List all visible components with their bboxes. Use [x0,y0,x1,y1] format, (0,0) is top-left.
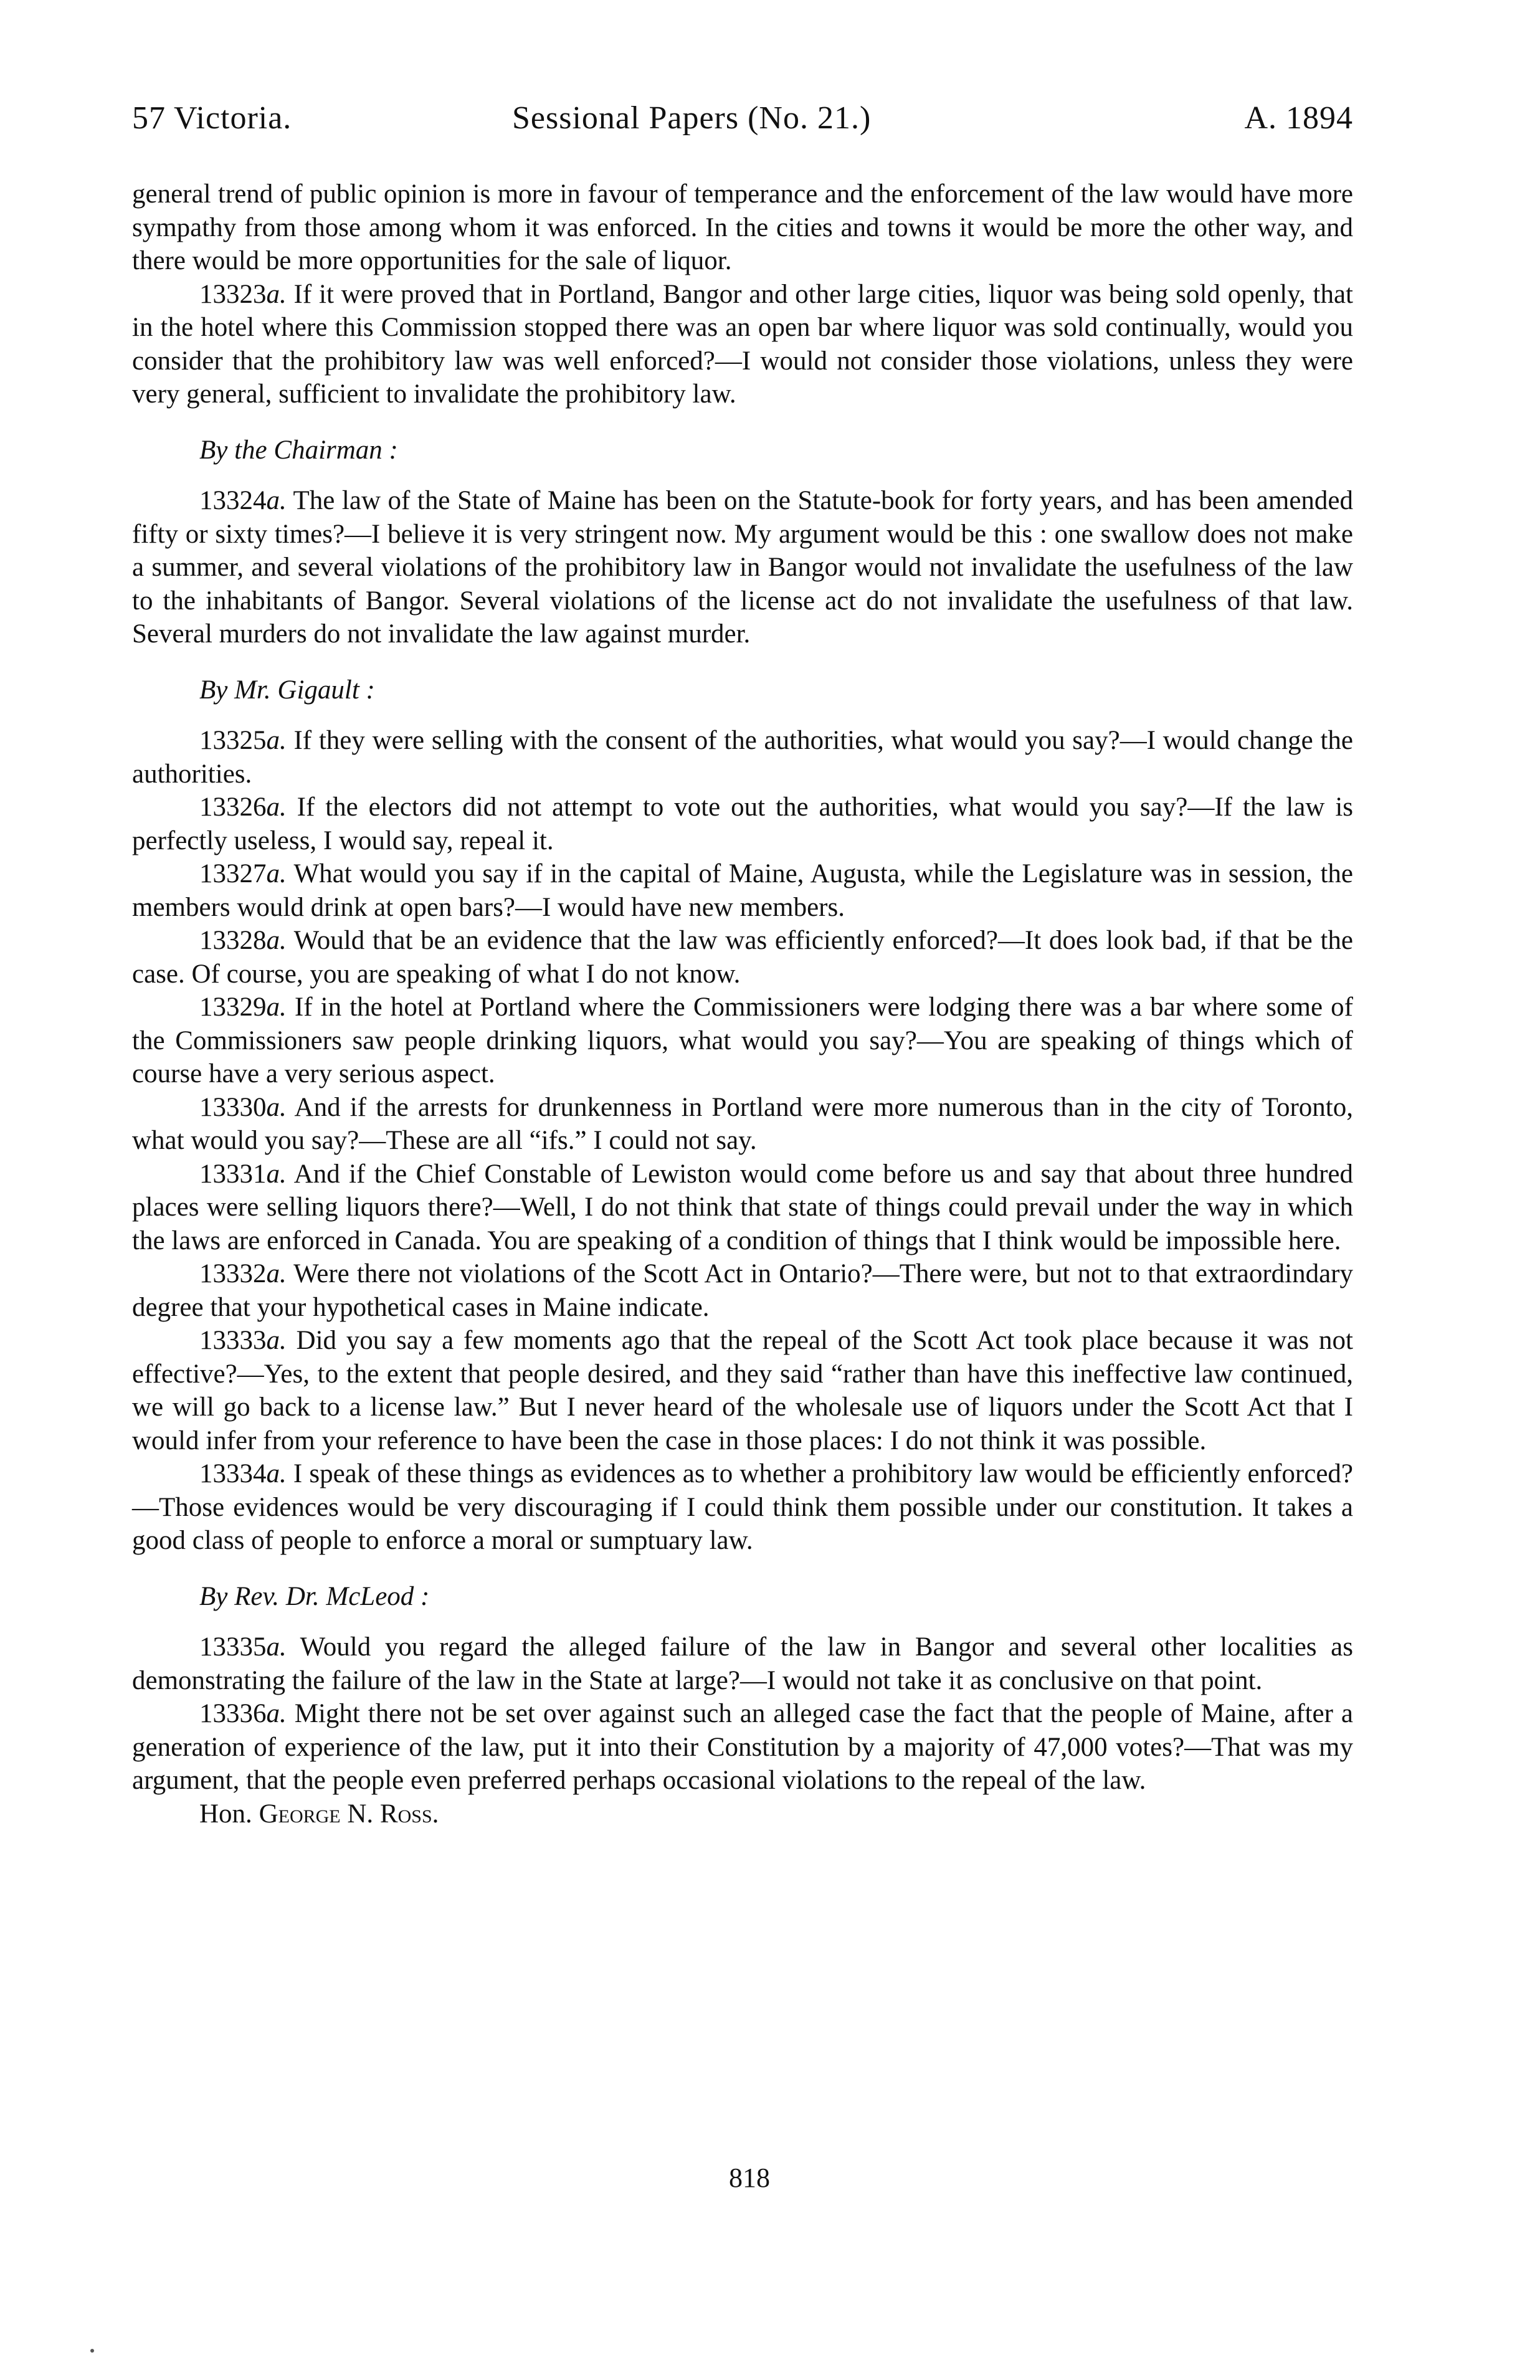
question-number: 13328a. [199,926,287,955]
scan-speck [90,2349,94,2353]
question-number: 13335a. [199,1632,287,1662]
page-number: 818 [729,2163,770,2193]
header-left: 57 Victoria. [132,100,292,136]
running-header [132,100,1353,150]
question-number: 13332a. [199,1259,287,1288]
question-number: 13323a. [199,279,287,309]
question-13336: 13336a. Might there not be set over against such an alleged case the fact that the people of Maine, after a generation of experience of the law, put it into their Constitution by a majority of 47,000 votes?—That was my argument, that the people even preferred perhaps occasional violations to the repeal of the law. [132,1699,1353,1795]
question-13325: 13325a. If they were selling with the consent of the authorities, what would you say?—I would change the authorities. [132,726,1353,789]
question-13327: 13327a. What would you say if in the capital of Maine, Augusta, while the Legislature was in session, the members would drink at open bars?—I would have new members. [132,859,1353,922]
question-number: 13326a. [199,793,287,822]
question-number: 13334a. [199,1459,287,1488]
question-13326: 13326a. If the electors did not attempt to vote out the authorities, what would you say?—If the law is perfectly useless, I would say, repeal it. [132,793,1353,855]
question-13331: 13331a. And if the Chief Constable of Lewiston would come before us and say that about three hundred places were selling liquors there?—Well, I do not think that state of things could prevail under the way in which the laws are enforced in Canada. You are speaking of a condition of things that I think would be impossible here. [132,1159,1353,1255]
document-body [132,178,1353,1830]
question-13323: 13323a. If it were proved that in Portland, Bangor and other large cities, liquor was being sold openly, that in the hotel where this Commission stopped there was an open bar where liquor was sold continually, would you consider that the prohibitory law was well enforced?—I would not consider those violations, unless they were very general, sufficient to invalidate the prohibitory law. [132,279,1353,409]
question-13324: 13324a. The law of the State of Maine has been on the Statute-book for forty years, and has been amended fifty or sixty times?—I believe it is very stringent now. My argument would be this : one swallow does not make a summer, and several violations of the prohibitory law in Bangor would not invalidate the usefulness of the law to the inhabitants of Bangor. Several violations of the license act do not invalidate the usefulness of that law. Several murders do not invalidate the law against murder. [132,486,1353,649]
speaker-heading: By the Chairman : [199,435,398,465]
header-center: Sessional Papers (No. 21.) [512,100,872,136]
question-number: 13329a. [199,992,287,1022]
question-13333: 13333a. Did you say a few moments ago that the repeal of the Scott Act took place because it was not effective?—Yes, to the extent that people desired, and they said “rather than have this ineffective law continued, we will go back to a license law.” But I never heard of the wholesale use of liquors under the Scott Act that I would infer from your reference to have been the case in those places: I do not think it was possible. [132,1326,1353,1455]
question-number: 13333a. [199,1326,287,1355]
question-number: 13325a. [199,726,287,755]
question-13330: 13330a. And if the arrests for drunkenness in Portland were more numerous than in the city of Toronto, what would you say?—These are all “ifs.” I could not say. [132,1092,1353,1155]
header-right: A. 1894 [1244,100,1353,136]
question-number: 13331a. [199,1159,287,1189]
question-number: 13336a. [199,1699,287,1728]
speaker-heading: By Rev. Dr. McLeod : [199,1581,430,1611]
question-number: 13330a. [199,1092,287,1122]
question-13334: 13334a. I speak of these things as evidences as to whether a prohibitory law would be efficiently enforced?—Those evidences would be very discouraging if I could think them possible under our constitution. It takes a good class of people to enforce a moral or sumptuary law. [132,1459,1353,1555]
speaker-heading: By Mr. Gigault : [199,675,375,705]
question-13332: 13332a. Were there not violations of the Scott Act in Ontario?—There were, but not to that extraordindary degree that your hypothetical cases in Maine indicate. [132,1259,1353,1322]
question-13335: 13335a. Would you regard the alleged failure of the law in Bangor and several other localities as demonstrating the failure of the law in the State at large?—I would not take it as conclusive on that point. [132,1632,1353,1695]
paragraph-continuation: general trend of public opinion is more in favour of temperance and the enforcement of the law would have more sympathy from those among whom it was enforced. In the cities and towns it would be more the other way, and there would be more opportunities for the sale of liquor. [132,179,1353,275]
question-13329: 13329a. If in the hotel at Portland where the Commissioners were lodging there was a bar where some of the Commissioners saw people drinking liquors, what would you say?—You are speaking of things which of course have a very serious aspect. [132,992,1353,1088]
witness-signature: Hon. George N. Ross. [199,1799,439,1829]
question-number: 13327a. [199,859,287,888]
question-number: 13324a. [199,486,287,515]
question-13328: 13328a. Would that be an evidence that the law was efficiently enforced?—It does look bad, if that be the case. Of course, you are speaking of what I do not know. [132,926,1353,989]
